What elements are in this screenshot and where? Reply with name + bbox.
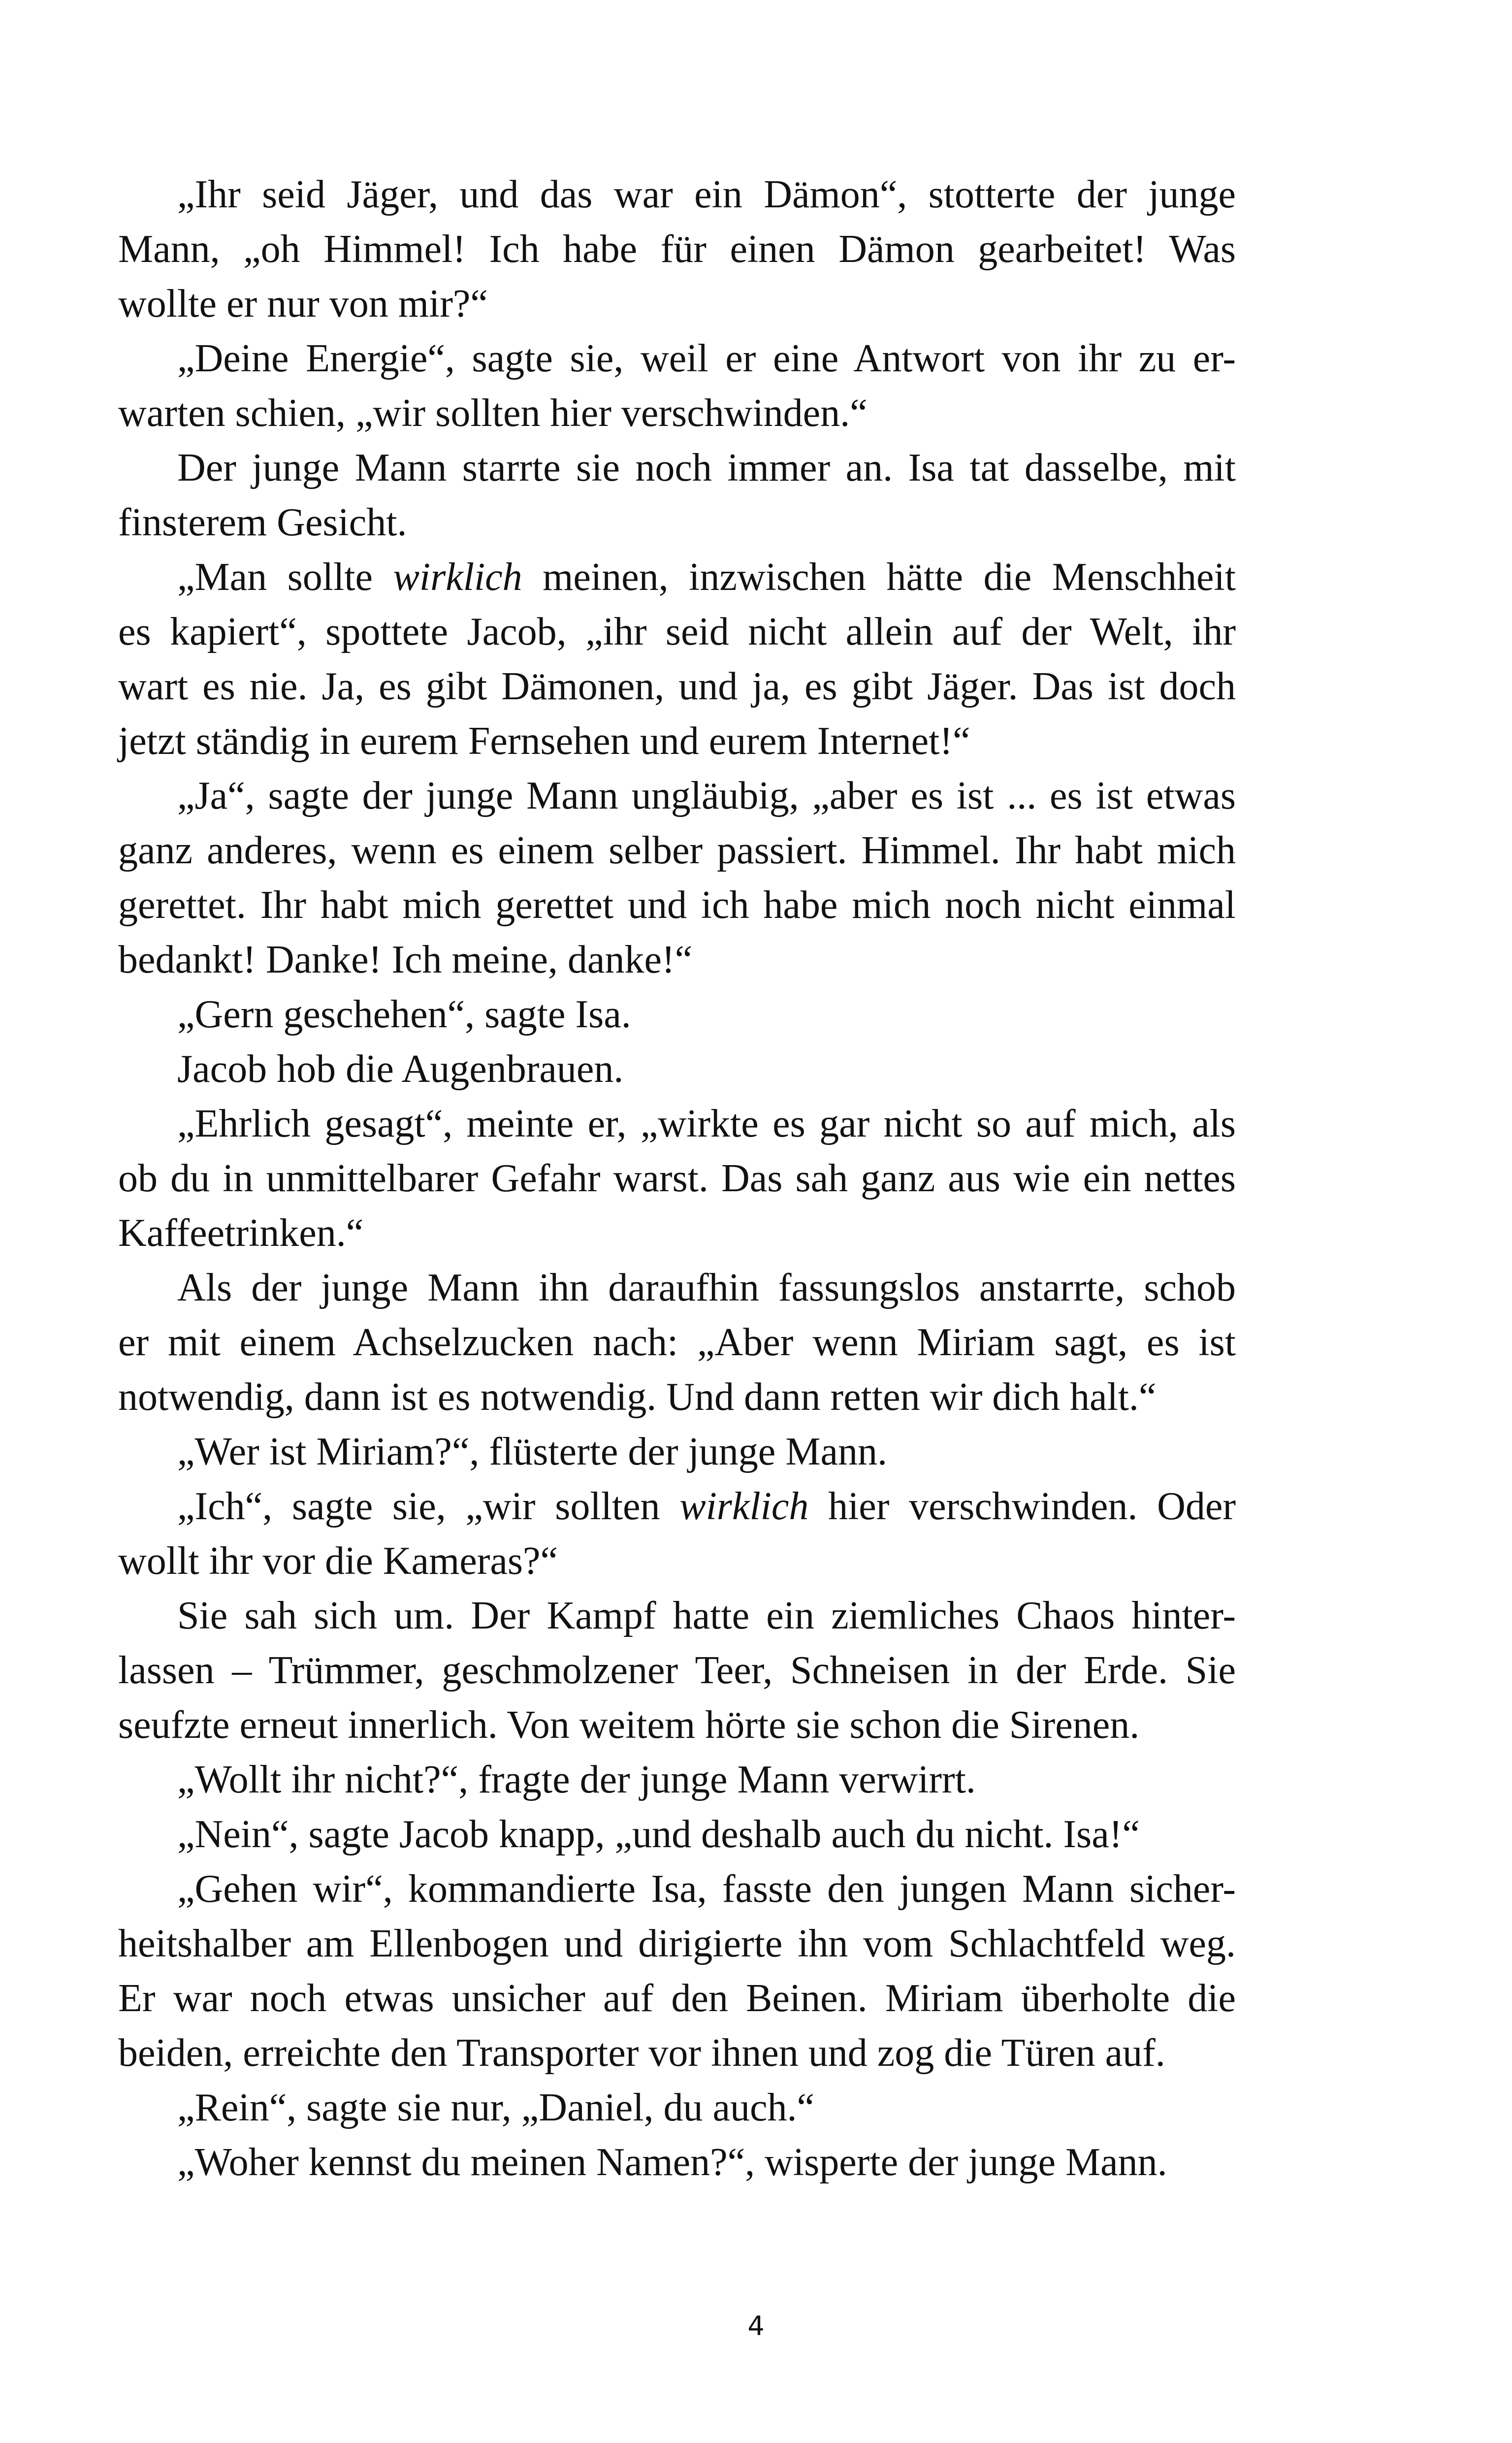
text-line: wollte er nur von mir?“ bbox=[118, 282, 488, 326]
text-line: Jacob hob die Augenbrauen. bbox=[177, 1047, 624, 1091]
text-line: Der junge Mann starrte sie noch immer an. Isa tat dasselbe, mit bbox=[177, 446, 1236, 489]
text-line: Als der junge Mann ihn daraufhin fassungslos anstarrte, schob bbox=[177, 1266, 1236, 1309]
text-line: heitshalber am Ellenbogen und dirigierte ihn vom Schlachtfeld weg. bbox=[118, 1922, 1236, 1965]
text-line: ganz anderes, wenn es einem selber passiert. Himmel. Ihr habt mich bbox=[118, 829, 1236, 872]
text-line: „Man sollte wirklich meinen, inzwischen hätte die Menschheit bbox=[177, 555, 1236, 599]
text-line: finsterem Gesicht. bbox=[118, 501, 407, 544]
text-line: Kaffeetrinken.“ bbox=[118, 1211, 364, 1255]
text-line: „Wollt ihr nicht?“, fragte der junge Mann verwirrt. bbox=[177, 1758, 976, 1801]
text-line: warten schien, „wir sollten hier verschwinden.“ bbox=[118, 391, 868, 435]
paragraph bbox=[118, 2081, 1236, 2135]
paragraph bbox=[118, 1042, 1236, 1097]
text-line: „Ihr seid Jäger, und das war ein Dämon“, stotterte der junge bbox=[177, 173, 1236, 216]
text-line: seufzte erneut innerlich. Von weitem hörte sie schon die Sirenen. bbox=[118, 1703, 1140, 1747]
text-line: ob du in unmittelbarer Gefahr warst. Das sah ganz aus wie ein nettes bbox=[118, 1157, 1236, 1200]
paragraph bbox=[118, 1479, 1236, 1589]
paragraph bbox=[118, 1807, 1236, 1862]
paragraph bbox=[118, 167, 1236, 331]
text-line: er mit einem Achselzucken nach: „Aber wenn Miriam sagt, es ist bbox=[118, 1321, 1236, 1364]
text-line: Mann, „oh Himmel! Ich habe für einen Dämon gearbeitet! Was bbox=[118, 228, 1236, 271]
paragraph bbox=[118, 550, 1236, 769]
text-line: „Rein“, sagte sie nur, „Daniel, du auch.“ bbox=[177, 2086, 815, 2129]
text-line: bedankt! Danke! Ich meine, danke!“ bbox=[118, 938, 693, 981]
text-line: lassen – Trümmer, geschmolzener Teer, Schneisen in der Erde. Sie bbox=[118, 1649, 1236, 1692]
text-line: wart es nie. Ja, es gibt Dämonen, und ja, es gibt Jäger. Das ist doch bbox=[118, 665, 1236, 708]
text-line: beiden, erreichte den Transporter vor ihnen und zog die Türen auf. bbox=[118, 2031, 1165, 2075]
text-line: „Nein“, sagte Jacob knapp, „und deshalb auch du nicht. Isa!“ bbox=[177, 1813, 1140, 1856]
body-text bbox=[118, 167, 1236, 2190]
paragraph bbox=[118, 987, 1236, 1042]
text-line: „Ehrlich gesagt“, meinte er, „wirkte es gar nicht so auf mich, als bbox=[177, 1102, 1236, 1145]
paragraph bbox=[118, 441, 1236, 550]
paragraph bbox=[118, 1589, 1236, 1753]
paragraph bbox=[118, 331, 1236, 441]
paragraph bbox=[118, 1425, 1236, 1479]
paragraph bbox=[118, 769, 1236, 987]
paragraph bbox=[118, 2135, 1236, 2190]
text-line: notwendig, dann ist es notwendig. Und dann retten wir dich halt.“ bbox=[118, 1375, 1157, 1419]
paragraph bbox=[118, 1261, 1236, 1425]
text-line: es kapiert“, spottete Jacob, „ihr seid nicht allein auf der Welt, ihr bbox=[118, 610, 1236, 653]
text-line: „Woher kennst du meinen Namen?“, wisperte der junge Mann. bbox=[177, 2141, 1167, 2184]
text-line: „Deine Energie“, sagte sie, weil er eine Antwort von ihr zu er- bbox=[177, 337, 1236, 380]
text-line: „Wer ist Miriam?“, flüsterte der junge Mann. bbox=[177, 1430, 887, 1473]
paragraph bbox=[118, 1753, 1236, 1807]
text-line: „Gehen wir“, kommandierte Isa, fasste den jungen Mann sicher- bbox=[177, 1867, 1236, 1911]
text-line: gerettet. Ihr habt mich gerettet und ich habe mich noch nicht einmal bbox=[118, 883, 1236, 927]
page-number: 4 bbox=[747, 2311, 765, 2342]
paragraph bbox=[118, 1862, 1236, 2081]
text-line: „Gern geschehen“, sagte Isa. bbox=[177, 993, 631, 1036]
text-line: „Ich“, sagte sie, „wir sollten wirklich hier verschwinden. Oder bbox=[177, 1485, 1236, 1528]
text-line: wollt ihr vor die Kameras?“ bbox=[118, 1539, 558, 1583]
text-line: Sie sah sich um. Der Kampf hatte ein ziemliches Chaos hinter- bbox=[177, 1594, 1236, 1637]
text-line: „Ja“, sagte der junge Mann ungläubig, „aber es ist ... es ist etwas bbox=[177, 774, 1236, 817]
paragraph bbox=[118, 1097, 1236, 1261]
text-line: jetzt ständig in eurem Fernsehen und eurem Internet!“ bbox=[118, 719, 970, 763]
text-line: Er war noch etwas unsicher auf den Beinen. Miriam überholte die bbox=[118, 1977, 1236, 2020]
